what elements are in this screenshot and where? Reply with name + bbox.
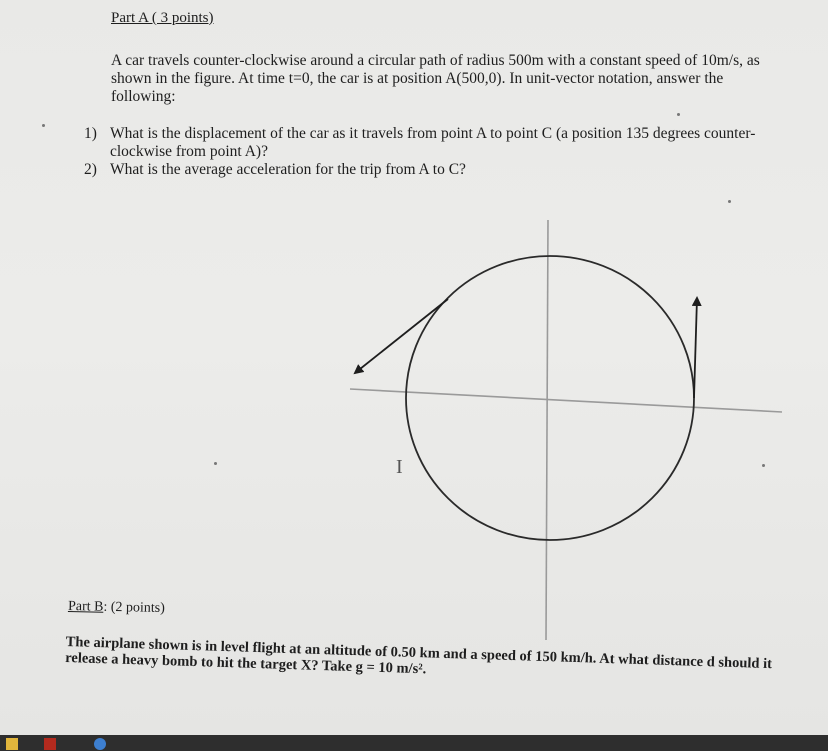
speck-mark <box>214 462 217 465</box>
file-explorer-icon[interactable] <box>6 738 18 750</box>
part-b-title <box>68 599 165 617</box>
circular-path <box>406 256 694 540</box>
question-number: 2) <box>84 161 97 178</box>
speck-mark <box>677 113 680 116</box>
taskbar <box>0 735 828 751</box>
speck-mark <box>728 200 731 203</box>
question-number: 1) <box>84 125 97 142</box>
speck-mark <box>762 464 765 467</box>
part-a-intro: A car travels counter-clockwise around a circular path of radius 500m with a constant speed of 10m/s, as shown in the figure. At time t=0, the car is at position A(500,0). In unit-vector notation, answer the following: <box>111 52 760 105</box>
question-text: What is the displacement of the car as it travels from point A to point C (a position 135 degrees counter-clockwise from point A)? <box>110 125 756 160</box>
y-axis-line <box>546 220 548 640</box>
part-b-question: The airplane shown is in level flight at an altitude of 0.50 km and a speed of 150 km/h. At what distance d should it release a heavy bomb to hit the target X? Take g = 10 m/s². <box>64 634 773 678</box>
x-axis-line <box>350 389 782 412</box>
speck-mark <box>42 124 45 127</box>
part-a-title: Part A ( 3 points) <box>111 10 214 26</box>
velocity-vector-at-c <box>355 299 448 373</box>
velocity-vector-at-a <box>694 298 697 398</box>
part-b-label: Part B <box>67 598 104 615</box>
part-b-points: : (2 points) <box>103 599 166 617</box>
question-text: What is the average acceleration for the trip from A to C? <box>110 161 466 178</box>
text-cursor-icon: I <box>396 456 403 478</box>
app-icon[interactable] <box>44 738 56 750</box>
browser-icon[interactable] <box>94 738 106 750</box>
